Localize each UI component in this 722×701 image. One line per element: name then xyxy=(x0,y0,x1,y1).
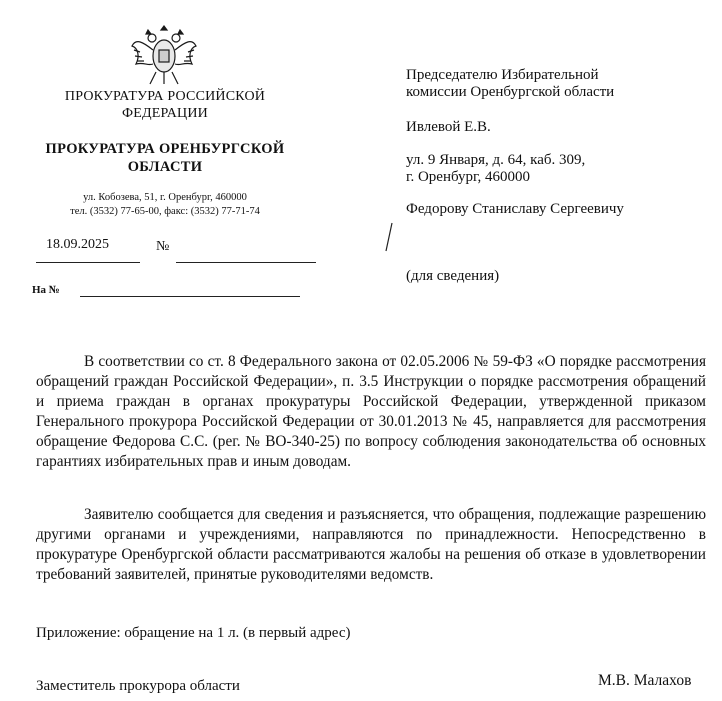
recipient-address-city: г. Оренбург, 460000 xyxy=(406,169,530,185)
recipient-address xyxy=(406,152,585,186)
handwritten-mark-icon xyxy=(384,222,394,252)
number-underline xyxy=(176,262,316,263)
signatory-position: Заместитель прокурора области xyxy=(36,678,240,694)
recipient-address-street: ул. 9 Января, д. 64, каб. 309, xyxy=(406,152,586,168)
letter-date: 18.09.2025 xyxy=(46,237,109,252)
recipient-title xyxy=(406,67,614,101)
reply-underline xyxy=(80,296,300,297)
recipient-title-line2: комиссии Оренбургской области xyxy=(406,84,615,100)
recipient-title-line1: Председателю Избирательной xyxy=(406,67,599,83)
body-paragraph-2: Заявителю сообщается для сведения и разъясняется, что обращения, подлежащие разрешению другими органами и учреждениями, направляются по принадлежности. Непосредственно в прокуратуре Оренбургской области рассматриваются жалобы на решения об отказе в удовлетворении требований заявителей, принятые руководителями ведомств. xyxy=(36,506,706,583)
signatory-name: М.В. Малахов xyxy=(598,672,692,689)
coat-of-arms-icon xyxy=(128,20,200,88)
attachment-note: Приложение: обращение на 1 л. (в первый адрес) xyxy=(36,625,351,641)
date-underline xyxy=(36,262,140,263)
sender-address-street: ул. Кобозева, 51, г. Оренбург, 460000 xyxy=(83,192,247,203)
org-name-federal: ПРОКУРАТУРА РОССИЙСКОЙ ФЕДЕРАЦИИ xyxy=(64,89,266,121)
sender-address xyxy=(40,191,290,219)
info-note: (для сведения) xyxy=(406,268,500,284)
letter-number-label: № xyxy=(156,239,170,254)
recipient-name-2: Федорову Станиславу Сергеевичу xyxy=(406,201,624,217)
reply-to-label: На № xyxy=(32,284,60,296)
recipient-name-1: Ивлевой Е.В. xyxy=(406,119,491,135)
sender-contacts: тел. (3532) 77-65-00, факс: (3532) 77-71-74 xyxy=(70,206,260,217)
body-paragraph-1: В соответствии со ст. 8 Федерального закона от 02.05.2006 № 59-ФЗ «О порядке рассмотрения обращений граждан Российской Федерации», п. 3.5 Инструкции о порядке рассмотрения обращений и приема граждан в органах прокуратуры Российской Федерации, утвержденной приказом Генерального прокурора Российской Федерации от 30.01.2013 № 45, направляется для рассмотрения обращение Федорова С.С. (рег. № ВО-340-25) по вопросу соблюдения законодательства об основных гарантиях избирательных прав и иным доводам. xyxy=(36,353,706,470)
org-name-regional: ПРОКУРАТУРА ОРЕНБУРГСКОЙ ОБЛАСТИ xyxy=(45,141,285,175)
